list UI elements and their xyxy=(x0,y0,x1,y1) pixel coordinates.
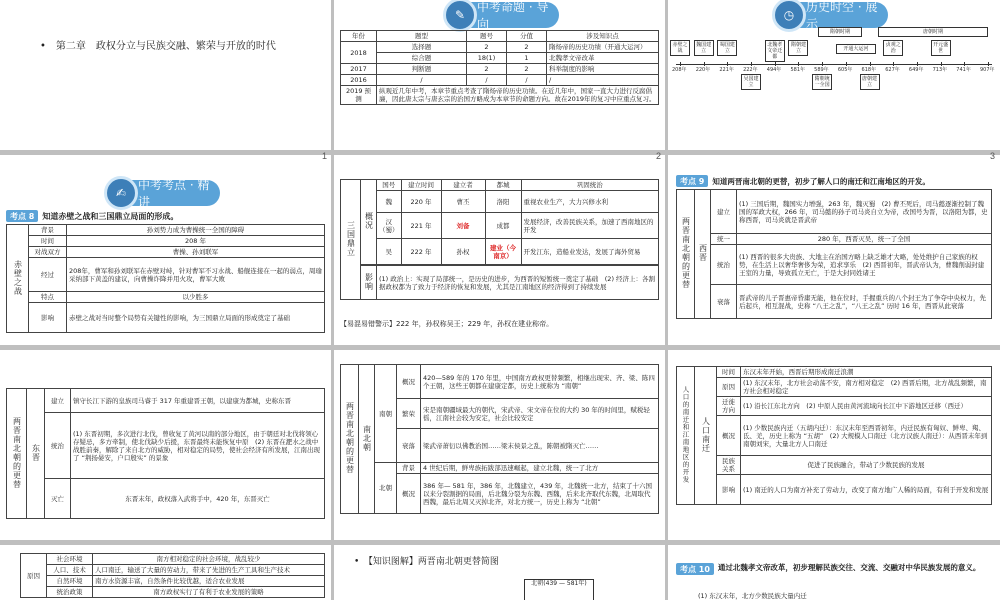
timeline-event: 贞观之治 xyxy=(883,40,903,56)
table-row: 魏 220 年 曹丕 洛阳 重视农业生产，大力兴修水利 xyxy=(341,191,659,213)
table-row: 2018 选择题 2 2 隋炀帝的历史功绩（开通大运河） xyxy=(341,42,659,53)
table-row: 迁徙方向 (1) 沿长江东北方向 (2) 中原人民由黄河流域向长江中下游地区迁移（西迁） xyxy=(677,397,992,416)
slide-number: 2 xyxy=(656,151,662,161)
table-row: 综合题 18(1) 1 北魏孝文帝改革 xyxy=(341,53,659,64)
timeline-year-label: 605年 xyxy=(837,67,853,73)
slide-thumbnail-4[interactable] xyxy=(0,155,331,345)
table-row: 衰落 晋武帝的儿子晋惠帝昏庸无能，他在位时，手握重兵的八个封王为了争夺中央权力，先后起兵，相互混战，史称 “八王之乱”，“八王之乱” 历时 16 年，西晋从此衰落 xyxy=(677,285,992,319)
slide-thumbnail-5[interactable] xyxy=(334,155,665,345)
timeline-event: 蜀国建立 xyxy=(717,40,737,56)
exam-icon: ✎ xyxy=(443,0,477,32)
book-icon: ✍ xyxy=(104,176,138,210)
timeline-year-label: 220年 xyxy=(695,67,711,73)
table-row: 影响 赤壁之战对当时整个局势有关键性的影响，为三国鼎立局面的形成奠定了基础 xyxy=(7,303,325,333)
table-row: 特点 以少胜多 xyxy=(7,292,325,303)
bullet-dot-icon: • xyxy=(40,41,56,52)
slide-thumbnail-1[interactable] xyxy=(0,0,331,150)
table-row: 人口的南迁和江南地区的开发 人口南迁 时间 东汉末年开始，西晋后期形成南迁浪潮 xyxy=(677,367,992,378)
table-row: 民族关系 促进了民族融合，带动了少数民族的发展 xyxy=(677,456,992,475)
table-row: 统治 (1) 东晋初期，多次进行北伐，曾收复了黄河以南的部分地区，由于朝廷对北伐将领心存疑忌，多方牵制，使北伐缺少后援，东晋最终未能恢复中原 (2) 东晋在淝水之战中战胜前秦，解除了来自北方的威胁，相对稳定的局势，使社会经济有所发展，江南出现了 “荆扬晏安，户口殷实” 的景象 xyxy=(7,413,325,479)
timeline-event: 隋朝统一全国 xyxy=(812,74,832,90)
table-row: 两晋南北朝的更替 西晋 建立 (1) 三国后期，魏国实力增强，263 年，魏灭蜀 (2) 曹丕死后，司马懿逐渐控制了魏国的军政大权，266 年，司马懿的孙子司马炎自立为帝，改国号为晋，以洛阳为都，史称西晋，司马炎就是晋武帝 xyxy=(677,190,992,234)
slide-number: 3 xyxy=(990,151,996,161)
slide-number: 1 xyxy=(322,151,328,161)
western-jin-table xyxy=(676,189,992,319)
timeline-event: 唐朝建立 xyxy=(860,74,880,90)
slide-thumbnail-11[interactable] xyxy=(334,545,665,600)
table-header: 涉及知识点 xyxy=(547,31,659,42)
slide-thumbnail-2[interactable] xyxy=(334,0,665,150)
timeline-year-label: 222年 xyxy=(743,67,758,73)
table-row: 概况 386 年— 581 年，386 年，北魏建立，439 年，北魏统一北方，结束了十六国以来分裂割据的局面，后北魏分裂为东魏、西魏，后来北齐取代东魏，北周取代西魏，最后北周又灭掉北齐，对北方统一，历史上称为 “北朝” xyxy=(341,474,659,514)
table-row: 人口、技术 人口南迁，输送了大量的劳动力，带来了先进的生产工具和生产技术 xyxy=(21,565,325,576)
timeline-event: 吴国建立 xyxy=(741,74,761,90)
table-row: 影响 (1) 南迁的人口为南方补充了劳动力，改变了南方地广人稀的局面，有利于开发和发展 xyxy=(677,475,992,505)
table-row: 两晋南北朝的更替 南北朝 南朝 概况 420—589 年的 170 年里，中国南方政权更替频繁，相继出现宋、齐、梁、陈四个王朝，这些王朝都在建康定都，历史上统称为 “南朝” xyxy=(341,365,659,399)
table-row: 统一 280 年，西晋灭吴，统一了全国 xyxy=(677,234,992,245)
north-south-table xyxy=(340,364,659,514)
timeline-year-label: 713年 xyxy=(932,67,948,73)
timeline-event: 魏国建立 xyxy=(694,40,714,56)
timeline-year-label: 907年 xyxy=(980,67,995,73)
table-row: 自然环境 南方水资源丰富，自然条件比较优越，适合农业发展 xyxy=(21,576,325,587)
body-line: (1) 东汉末年，北方少数民族大量内迁 xyxy=(698,592,807,600)
table-row: 衰落 梁武帝萧衍以佛教治国……梁末侯景之乱，陈朝被隋灭亡…… xyxy=(341,429,659,463)
table-row: 统治政策 南方政权实行了有利于农业发展的策略 xyxy=(21,587,325,598)
timeline-band: 隋朝时期 xyxy=(818,27,862,37)
table-row: 汉（蜀） 221 年 刘备 成都 发展经济，改善民族关系，加速了西南地区的开发 xyxy=(341,213,659,239)
eastern-jin-table xyxy=(6,388,325,519)
table-row: 北朝 背景 4 世纪后期，鲜卑族拓跋部迅速崛起，建立北魏，统一了北方 xyxy=(341,463,659,474)
diagram-box: 北朝(439 — 581年) xyxy=(524,579,594,600)
development-reasons-table xyxy=(20,553,325,598)
timeline-year-label: 649年 xyxy=(908,67,924,73)
table-row: 原因 社会环境 南方相对稳定的社会环境，战乱较少 xyxy=(21,554,325,565)
table-row: 繁荣 宋是南朝疆域最大的朝代，宋武帝、宋文帝在位的大约 30 年的时间里，赋税轻徭，江南社会较为安定，社会比较安定 xyxy=(341,399,659,429)
slide-thumbnail-12[interactable] xyxy=(668,545,1000,600)
table-row: 吴 222 年 孙权 建业（今南京） 开发江东，造船业发达，发展了海外贸易 xyxy=(341,239,659,265)
slide-thumbnail-10[interactable] xyxy=(0,545,331,600)
timeline-event: 隋朝建立 xyxy=(788,40,808,56)
bullet-item: • 【知识图解】两晋南北朝更替简图 xyxy=(354,557,499,567)
timeline-year-label: 589年 xyxy=(814,67,829,73)
table-row: 经过 208年，曹军和孙刘联军在赤壁对峙，针对曹军不习水战、船舰连接在一起的弱点，周瑜采纳部下黄盖的建议，向曹操诈降并用火攻，曹军大败 xyxy=(7,258,325,292)
table-header: 年份 xyxy=(341,31,377,42)
chibi-table xyxy=(6,224,325,333)
timeline-year-label: 627年 xyxy=(885,67,900,73)
slide-thumbnail-6[interactable] xyxy=(668,155,1000,345)
table-header: 题型 xyxy=(377,31,467,42)
table-row: 2017 判断题 2 2 科举制度的影响 xyxy=(341,64,659,75)
slide-thumbnail-7[interactable] xyxy=(0,350,331,540)
migration-table xyxy=(676,366,992,505)
timeline-event: 赤壁之战 xyxy=(670,40,690,56)
slide-thumbnail-9[interactable] xyxy=(668,350,1000,540)
timeline-band: 唐朝时期 xyxy=(878,27,988,37)
table-row: 影响 (1) 政治上：实现了局部统一，是历史的进步，为西晋的短暂统一奠定了基础 (2) 经济上：各割据政权都为了致力于经济的恢复和发展，尤其是江南地区的经济得到了持续发展 xyxy=(341,266,659,300)
timeline-event: 北魏孝文帝迁都 xyxy=(765,40,785,62)
timeline-event: 开通大运河 xyxy=(836,44,876,54)
slide-thumbnail-8[interactable] xyxy=(334,350,665,540)
table-row: 两晋南北朝的更替 东晋 建立 镇守长江下游的皇族司马睿于 317 年重建晋王朝，以建康为都城，史称东晋 xyxy=(7,389,325,413)
three-kingdoms-table: 三国鼎立 概况 国号 建立时间 建立者 都城 巩固统治 魏 220 年 曹丕 洛阳 重视农业生产，大力兴修水利 汉（蜀） 221 年 刘备 成都 发展经济，改善民族关系，加速了西南地区的开发 吴 222 年 孙权 建业（今南京） 开发江东，造船业发达，发展了海外贸易 影响 (1) 政治上：实现了局部统一，是历史的进步，为西晋的短暂统一奠定了基础 (2) 经济上：各割据政权都为了致力于经济的恢复和发展，尤其是江南地区的经济得到了持续发展 xyxy=(340,179,659,300)
table-row: 概况 (1) 少数民族内迁（五胡内迁）：东汉末年至西晋初年，内迁民族有匈奴、鲜卑、羯、氐、羌，历史上称为 “五胡” (2) 大规模人口南迁（北方汉族人南迁）：从西晋末年到南朝刘宋，大量北方人口南迁 xyxy=(677,416,992,456)
bullet-dot-icon: • xyxy=(354,557,369,567)
timeline-year-label: 221年 xyxy=(719,67,734,73)
table-row: 赤壁之战 背景 孙刘势力成为曹操统一全国的障碍 xyxy=(7,225,325,236)
timeline-year-label: 494年 xyxy=(766,67,782,73)
timeline-year-label: 618年 xyxy=(861,67,877,73)
table-row: 2019 预测 纵观近几年中考，本章节重点考查了隋炀帝的历史功绩。在近几年中，国家一直大力进行反腐倡廉，因此唐太宗与唐玄宗的治国方略成为本章节的命题方向。故在2019年的复习中应重点复习。 xyxy=(341,86,659,105)
timeline-year-label: 741年 xyxy=(956,67,971,73)
table-row: 2016 / / / / xyxy=(341,75,659,86)
timeline-year-label: 208年 xyxy=(672,67,687,73)
kaodian-heading: 考点 9 知道两晋南北朝的更替，初步了解人口的南迁和江南地区的开发。 xyxy=(676,175,930,187)
table-row: 对战双方 曹操、孙刘联军 xyxy=(7,247,325,258)
timeline-axis xyxy=(676,64,992,65)
slide-header: ◷ 历史时空 · 展示 xyxy=(778,2,888,28)
kaodian-heading: 考点 8 知道赤壁之战和三国鼎立局面的形成。 xyxy=(6,210,178,222)
exam-table xyxy=(340,30,659,105)
clock-icon: ◷ xyxy=(772,0,806,32)
timeline-year-label: 581年 xyxy=(790,67,805,73)
kaodian-heading: 考点 10 通过北魏孝文帝改革，初步理解民族交往、交流、交融对中华民族发展的意义。 xyxy=(676,563,992,575)
table-row: 时间 208 年 xyxy=(7,236,325,247)
slide-header: ✎ 中考命题 · 导向 xyxy=(449,2,559,28)
timeline-event: 开元盛世 xyxy=(931,40,951,56)
table-header: 分值 xyxy=(507,31,547,42)
slide-header: ✍ 中考考点 · 精讲 xyxy=(110,180,220,206)
tip-text: 【易混易错警示】222 年，孙权称吴王；229 年，孙权在建业称帝。 xyxy=(340,320,554,328)
table-row: 统治 (1) 西晋的很多大贵族、大地主在治国方略上缺乏雄才大略，处处维护自己家族的权势，在生活上以奢华奢侈为荣，追求享乐 (2) 西晋初年，晋武帝认为，曹魏削弱封建王室的力量，导致孤立无亡，于是大封同姓诸王 xyxy=(677,245,992,285)
table-header: 题号 xyxy=(467,31,507,42)
table-row: 原因 (1) 东汉末年，北方社会动荡不安，南方相对稳定 (2) 西晋后期，北方战乱频繁，南方社会相对稳定 xyxy=(677,378,992,397)
bullet-item: • 第二章 政权分立与民族交融、繁荣与开放的时代 xyxy=(40,41,276,52)
table-row: 灭亡 东晋末年，政权落入武将手中，420 年，东晋灭亡 xyxy=(7,479,325,519)
slide-thumbnail-3[interactable] xyxy=(668,0,1000,150)
